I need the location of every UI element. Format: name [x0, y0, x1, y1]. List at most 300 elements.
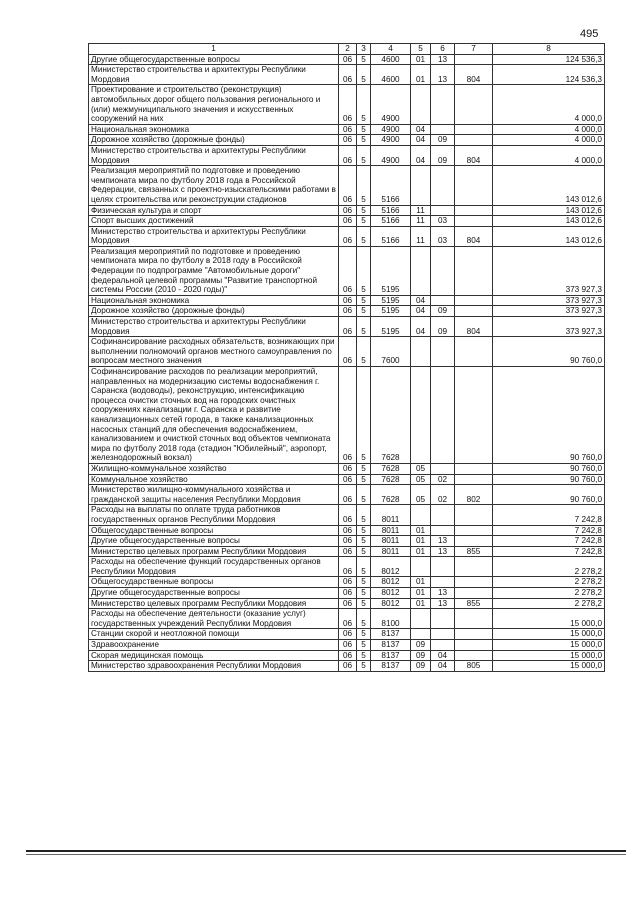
row-section-cell: 05	[411, 474, 431, 485]
row-name-cell: Проектирование и строительство (реконструкция) автомобильных дорог общего пользования регионального и (или) межмуниципального значения и искусственных сооружений на них	[89, 85, 339, 124]
row-name-cell: Расходы на выплаты по оплате труда работников государственных органов Республики Мордовия	[89, 505, 339, 525]
row-code-cell: 4600	[371, 54, 411, 65]
row-name-cell: Дорожное хозяйство (дорожные фонды)	[89, 135, 339, 146]
row-ministry-cell	[455, 463, 493, 474]
row-subsection-cell	[431, 295, 455, 306]
row-code-cell: 06	[339, 166, 357, 205]
table-row	[89, 536, 605, 547]
row-name-cell: Станции скорой и неотложной помощи	[89, 629, 339, 640]
row-code-cell: 06	[339, 536, 357, 547]
row-name-cell: Дорожное хозяйство (дорожные фонды)	[89, 306, 339, 317]
row-code-cell: 5166	[371, 226, 411, 246]
table-row	[89, 546, 605, 557]
row-name-cell: Другие общегосударственные вопросы	[89, 54, 339, 65]
row-subsection-cell: 13	[431, 536, 455, 547]
row-code-cell: 5166	[371, 205, 411, 216]
row-code-cell: 06	[339, 650, 357, 661]
row-code-cell: 5	[357, 145, 371, 165]
row-code-cell: 7628	[371, 463, 411, 474]
row-section-cell: 05	[411, 485, 431, 505]
row-code-cell: 5	[357, 226, 371, 246]
row-name-cell: Расходы на обеспечение деятельности (оказание услуг) государственных учреждений Республики Мордовия	[89, 609, 339, 629]
row-code-cell: 5	[357, 205, 371, 216]
row-code-cell: 4900	[371, 85, 411, 124]
row-section-cell: 01	[411, 577, 431, 588]
row-code-cell: 06	[339, 295, 357, 306]
row-code-cell: 5	[357, 367, 371, 464]
row-ministry-cell	[455, 588, 493, 599]
row-code-cell: 8137	[371, 629, 411, 640]
table-row	[89, 557, 605, 577]
table-row	[89, 295, 605, 306]
row-code-cell: 06	[339, 661, 357, 672]
row-sum-cell: 143 012,6	[493, 205, 605, 216]
row-subsection-cell	[431, 166, 455, 205]
row-code-cell: 06	[339, 54, 357, 65]
row-name-cell: Министерство строительства и архитектуры Республики Мордовия	[89, 226, 339, 246]
row-ministry-cell	[455, 246, 493, 295]
row-code-cell: 06	[339, 546, 357, 557]
row-subsection-cell	[431, 246, 455, 295]
row-code-cell: 8011	[371, 536, 411, 547]
row-subsection-cell: 13	[431, 546, 455, 557]
row-code-cell: 06	[339, 525, 357, 536]
row-ministry-cell	[455, 536, 493, 547]
row-sum-cell: 2 278,2	[493, 598, 605, 609]
row-section-cell: 11	[411, 226, 431, 246]
header-cell: 7	[455, 44, 493, 55]
row-sum-cell: 90 760,0	[493, 367, 605, 464]
row-name-cell: Софинансирование расходов по реализации мероприятий, направленных на модернизацию системы водоснабжения г. Саранска (водоводы), реконструкцию, интенсификацию процесса очистки сточных вод на городских очистных сооружениях канализации г. Саранска и развитие канализационных сетей города, в также канализационных насосных станций для обеспечения водоснабжением, канализованием и очисткой сточных вод объектов чемпионата мира по футболу 2018 года (стадион "Юбилейный", аэропорт, железнодорожный вокзал)	[89, 367, 339, 464]
row-section-cell	[411, 246, 431, 295]
row-code-cell: 06	[339, 85, 357, 124]
row-sum-cell: 15 000,0	[493, 629, 605, 640]
row-subsection-cell: 09	[431, 145, 455, 165]
row-code-cell: 5	[357, 505, 371, 525]
row-subsection-cell	[431, 337, 455, 367]
table-row	[89, 317, 605, 337]
row-name-cell: Софинансирование расходных обязательств, возникающих при выполнении полномочий органов местного самоуправления по вопросам местного значения	[89, 337, 339, 367]
table-row	[89, 226, 605, 246]
budget-table	[88, 43, 605, 672]
row-ministry-cell: 805	[455, 661, 493, 672]
row-code-cell: 06	[339, 306, 357, 317]
table-row	[89, 577, 605, 588]
row-code-cell: 5	[357, 629, 371, 640]
row-section-cell: 09	[411, 661, 431, 672]
row-ministry-cell	[455, 525, 493, 536]
row-section-cell: 05	[411, 463, 431, 474]
row-ministry-cell: 804	[455, 317, 493, 337]
row-subsection-cell: 03	[431, 226, 455, 246]
row-subsection-cell	[431, 525, 455, 536]
row-section-cell: 04	[411, 306, 431, 317]
table-row	[89, 85, 605, 124]
row-ministry-cell	[455, 609, 493, 629]
row-section-cell	[411, 367, 431, 464]
table-row	[89, 124, 605, 135]
row-code-cell: 06	[339, 598, 357, 609]
row-code-cell: 7628	[371, 485, 411, 505]
row-ministry-cell	[455, 474, 493, 485]
row-code-cell: 5	[357, 246, 371, 295]
row-name-cell: Министерство строительства и архитектуры Республики Мордовия	[89, 65, 339, 85]
row-code-cell: 5166	[371, 216, 411, 227]
row-name-cell: Жилищно-коммунальное хозяйство	[89, 463, 339, 474]
row-name-cell: Коммунальное хозяйство	[89, 474, 339, 485]
row-name-cell: Национальная экономика	[89, 295, 339, 306]
table-row	[89, 246, 605, 295]
row-code-cell: 8012	[371, 557, 411, 577]
row-code-cell: 4600	[371, 65, 411, 85]
row-ministry-cell	[455, 54, 493, 65]
row-subsection-cell	[431, 640, 455, 651]
row-code-cell: 5	[357, 661, 371, 672]
row-ministry-cell	[455, 337, 493, 367]
row-section-cell	[411, 505, 431, 525]
row-name-cell: Министерство целевых программ Республики Мордовия	[89, 546, 339, 557]
row-code-cell: 06	[339, 557, 357, 577]
page-number: 495	[580, 28, 599, 40]
row-subsection-cell: 04	[431, 661, 455, 672]
row-section-cell: 04	[411, 135, 431, 146]
row-ministry-cell	[455, 295, 493, 306]
row-code-cell: 4900	[371, 145, 411, 165]
row-code-cell: 8137	[371, 640, 411, 651]
table-row	[89, 661, 605, 672]
row-sum-cell: 373 927,3	[493, 317, 605, 337]
row-sum-cell: 124 536,3	[493, 65, 605, 85]
row-code-cell: 7628	[371, 474, 411, 485]
table-row	[89, 65, 605, 85]
row-code-cell: 5	[357, 124, 371, 135]
table-row	[89, 588, 605, 599]
row-sum-cell: 4 000,0	[493, 145, 605, 165]
row-ministry-cell	[455, 640, 493, 651]
row-name-cell: Национальная экономика	[89, 124, 339, 135]
row-ministry-cell: 802	[455, 485, 493, 505]
table-row	[89, 505, 605, 525]
row-code-cell: 8011	[371, 505, 411, 525]
row-section-cell: 04	[411, 317, 431, 337]
table-body	[89, 44, 605, 672]
row-code-cell: 5	[357, 337, 371, 367]
row-sum-cell: 124 536,3	[493, 54, 605, 65]
row-subsection-cell: 04	[431, 650, 455, 661]
row-section-cell: 01	[411, 54, 431, 65]
row-name-cell: Здравоохранение	[89, 640, 339, 651]
row-subsection-cell	[431, 367, 455, 464]
row-code-cell: 5	[357, 65, 371, 85]
row-code-cell: 4900	[371, 124, 411, 135]
row-code-cell: 4900	[371, 135, 411, 146]
row-code-cell: 5	[357, 85, 371, 124]
row-subsection-cell: 09	[431, 306, 455, 317]
row-name-cell: Министерство целевых программ Республики Мордовия	[89, 598, 339, 609]
header-cell: 5	[411, 44, 431, 55]
row-ministry-cell: 855	[455, 546, 493, 557]
table-row	[89, 145, 605, 165]
row-sum-cell: 7 242,8	[493, 546, 605, 557]
header-cell: 2	[339, 44, 357, 55]
row-name-cell: Другие общегосударственные вопросы	[89, 536, 339, 547]
table-row	[89, 306, 605, 317]
table-row	[89, 135, 605, 146]
row-sum-cell: 373 927,3	[493, 246, 605, 295]
row-name-cell: Расходы на обеспечение функций государственных органов Республики Мордовия	[89, 557, 339, 577]
row-code-cell: 5195	[371, 295, 411, 306]
table-row	[89, 598, 605, 609]
row-name-cell: Физическая культура и спорт	[89, 205, 339, 216]
row-code-cell: 8137	[371, 650, 411, 661]
row-ministry-cell	[455, 124, 493, 135]
row-sum-cell: 4 000,0	[493, 124, 605, 135]
row-code-cell: 06	[339, 246, 357, 295]
row-subsection-cell: 03	[431, 216, 455, 227]
table-row	[89, 54, 605, 65]
table-row	[89, 216, 605, 227]
row-sum-cell: 373 927,3	[493, 306, 605, 317]
row-subsection-cell	[431, 124, 455, 135]
bottom-rule-thin	[26, 854, 626, 855]
row-subsection-cell: 09	[431, 135, 455, 146]
row-code-cell: 06	[339, 640, 357, 651]
row-code-cell: 5195	[371, 306, 411, 317]
row-sum-cell: 143 012,6	[493, 216, 605, 227]
row-subsection-cell: 13	[431, 65, 455, 85]
row-sum-cell: 143 012,6	[493, 226, 605, 246]
row-code-cell: 06	[339, 577, 357, 588]
row-code-cell: 5	[357, 166, 371, 205]
row-subsection-cell	[431, 609, 455, 629]
row-subsection-cell	[431, 629, 455, 640]
row-section-cell: 09	[411, 650, 431, 661]
row-code-cell: 5	[357, 640, 371, 651]
row-sum-cell: 4 000,0	[493, 85, 605, 124]
row-code-cell: 06	[339, 145, 357, 165]
row-code-cell: 5	[357, 306, 371, 317]
row-code-cell: 8011	[371, 546, 411, 557]
row-ministry-cell	[455, 650, 493, 661]
row-code-cell: 06	[339, 588, 357, 599]
row-code-cell: 5	[357, 216, 371, 227]
row-subsection-cell	[431, 557, 455, 577]
row-subsection-cell: 13	[431, 598, 455, 609]
row-subsection-cell: 13	[431, 54, 455, 65]
row-subsection-cell	[431, 505, 455, 525]
row-section-cell: 01	[411, 598, 431, 609]
table-row	[89, 640, 605, 651]
row-name-cell: Министерство строительства и архитектуры Республики Мордовия	[89, 317, 339, 337]
row-section-cell: 11	[411, 205, 431, 216]
row-ministry-cell	[455, 557, 493, 577]
row-sum-cell: 90 760,0	[493, 463, 605, 474]
row-subsection-cell: 02	[431, 474, 455, 485]
row-name-cell: Общегосударственные вопросы	[89, 525, 339, 536]
row-section-cell: 01	[411, 525, 431, 536]
row-code-cell: 06	[339, 226, 357, 246]
row-ministry-cell	[455, 205, 493, 216]
row-ministry-cell	[455, 85, 493, 124]
row-sum-cell: 90 760,0	[493, 337, 605, 367]
row-code-cell: 5	[357, 609, 371, 629]
row-ministry-cell	[455, 306, 493, 317]
row-sum-cell: 2 278,2	[493, 577, 605, 588]
table-row	[89, 609, 605, 629]
table-row	[89, 629, 605, 640]
row-subsection-cell: 02	[431, 485, 455, 505]
row-code-cell: 8137	[371, 661, 411, 672]
row-code-cell: 5	[357, 54, 371, 65]
row-ministry-cell: 804	[455, 65, 493, 85]
row-code-cell: 8012	[371, 588, 411, 599]
row-section-cell	[411, 629, 431, 640]
row-section-cell: 11	[411, 216, 431, 227]
row-subsection-cell: 13	[431, 588, 455, 599]
row-sum-cell: 143 012,6	[493, 166, 605, 205]
row-ministry-cell: 804	[455, 226, 493, 246]
row-code-cell: 5	[357, 135, 371, 146]
row-section-cell	[411, 609, 431, 629]
row-subsection-cell	[431, 205, 455, 216]
row-sum-cell: 15 000,0	[493, 609, 605, 629]
row-code-cell: 06	[339, 463, 357, 474]
row-section-cell: 04	[411, 124, 431, 135]
row-name-cell: Скорая медицинская помощь	[89, 650, 339, 661]
row-code-cell: 8011	[371, 525, 411, 536]
row-section-cell: 09	[411, 640, 431, 651]
row-name-cell: Министерство жилищно-коммунального хозяйства и гражданской защиты населения Республики Мордовия	[89, 485, 339, 505]
row-code-cell: 06	[339, 317, 357, 337]
row-sum-cell: 373 927,3	[493, 295, 605, 306]
row-code-cell: 5166	[371, 166, 411, 205]
row-sum-cell: 2 278,2	[493, 557, 605, 577]
row-section-cell	[411, 166, 431, 205]
row-code-cell: 06	[339, 337, 357, 367]
row-sum-cell: 15 000,0	[493, 661, 605, 672]
table-row	[89, 463, 605, 474]
row-subsection-cell	[431, 577, 455, 588]
row-sum-cell: 90 760,0	[493, 474, 605, 485]
row-code-cell: 06	[339, 124, 357, 135]
table-row	[89, 337, 605, 367]
row-sum-cell: 15 000,0	[493, 650, 605, 661]
row-code-cell: 06	[339, 629, 357, 640]
row-section-cell: 04	[411, 295, 431, 306]
row-name-cell: Министерство здравоохранения Республики Мордовия	[89, 661, 339, 672]
row-ministry-cell	[455, 367, 493, 464]
row-section-cell: 01	[411, 536, 431, 547]
row-code-cell: 5195	[371, 317, 411, 337]
header-cell: 8	[493, 44, 605, 55]
row-ministry-cell	[455, 166, 493, 205]
table-row	[89, 474, 605, 485]
row-sum-cell: 4 000,0	[493, 135, 605, 146]
row-code-cell: 5	[357, 557, 371, 577]
table-row	[89, 205, 605, 216]
row-sum-cell: 7 242,8	[493, 536, 605, 547]
row-name-cell: Реализация мероприятий по подготовке и проведению чемпионата мира по футболу в 2018 году в Российской Федерации по подпрограмме "Автомобильные дороги" федеральной целевой программы "Развитие транспортной системы России (2010 - 2020 годы)"	[89, 246, 339, 295]
row-code-cell: 06	[339, 367, 357, 464]
row-name-cell: Реализация мероприятий по подготовке и проведению чемпионата мира по футболу 2018 года в Российской Федерации, связанных с проектно-изыскательскими работами в целях строительства или реконструкции стадионов	[89, 166, 339, 205]
row-code-cell: 06	[339, 485, 357, 505]
row-sum-cell: 15 000,0	[493, 640, 605, 651]
row-code-cell: 06	[339, 205, 357, 216]
row-code-cell: 8012	[371, 577, 411, 588]
row-section-cell: 04	[411, 145, 431, 165]
row-code-cell: 7600	[371, 337, 411, 367]
row-code-cell: 7628	[371, 367, 411, 464]
row-code-cell: 5	[357, 546, 371, 557]
row-section-cell: 01	[411, 588, 431, 599]
row-code-cell: 06	[339, 609, 357, 629]
row-name-cell: Спорт высших достижений	[89, 216, 339, 227]
row-ministry-cell	[455, 505, 493, 525]
row-code-cell: 8100	[371, 609, 411, 629]
row-subsection-cell	[431, 463, 455, 474]
row-code-cell: 5	[357, 536, 371, 547]
row-code-cell: 5	[357, 474, 371, 485]
table-row	[89, 650, 605, 661]
bottom-rule	[26, 850, 626, 852]
row-code-cell: 5	[357, 317, 371, 337]
row-ministry-cell	[455, 135, 493, 146]
table-row	[89, 525, 605, 536]
row-code-cell: 8012	[371, 598, 411, 609]
row-code-cell: 5	[357, 485, 371, 505]
row-code-cell: 06	[339, 65, 357, 85]
row-code-cell: 5	[357, 577, 371, 588]
row-code-cell: 5	[357, 295, 371, 306]
header-cell: 4	[371, 44, 411, 55]
row-section-cell: 01	[411, 546, 431, 557]
table-row	[89, 485, 605, 505]
row-section-cell	[411, 557, 431, 577]
row-sum-cell: 90 760,0	[493, 485, 605, 505]
header-cell: 1	[89, 44, 339, 55]
row-sum-cell: 7 242,8	[493, 525, 605, 536]
row-code-cell: 06	[339, 216, 357, 227]
row-code-cell: 5	[357, 598, 371, 609]
row-ministry-cell	[455, 577, 493, 588]
row-code-cell: 5195	[371, 246, 411, 295]
row-code-cell: 5	[357, 588, 371, 599]
row-subsection-cell	[431, 85, 455, 124]
row-code-cell: 06	[339, 505, 357, 525]
table-row	[89, 166, 605, 205]
row-code-cell: 5	[357, 463, 371, 474]
row-name-cell: Другие общегосударственные вопросы	[89, 588, 339, 599]
row-code-cell: 5	[357, 525, 371, 536]
row-ministry-cell	[455, 629, 493, 640]
row-ministry-cell: 804	[455, 145, 493, 165]
row-sum-cell: 7 242,8	[493, 505, 605, 525]
header-cell: 3	[357, 44, 371, 55]
row-section-cell: 01	[411, 65, 431, 85]
row-code-cell: 06	[339, 474, 357, 485]
row-code-cell: 5	[357, 650, 371, 661]
row-section-cell	[411, 85, 431, 124]
row-name-cell: Общегосударственные вопросы	[89, 577, 339, 588]
row-sum-cell: 2 278,2	[493, 588, 605, 599]
row-ministry-cell: 855	[455, 598, 493, 609]
row-ministry-cell	[455, 216, 493, 227]
table-row	[89, 367, 605, 464]
header-cell: 6	[431, 44, 455, 55]
row-subsection-cell: 09	[431, 317, 455, 337]
table-header-row	[89, 44, 605, 55]
row-section-cell	[411, 337, 431, 367]
